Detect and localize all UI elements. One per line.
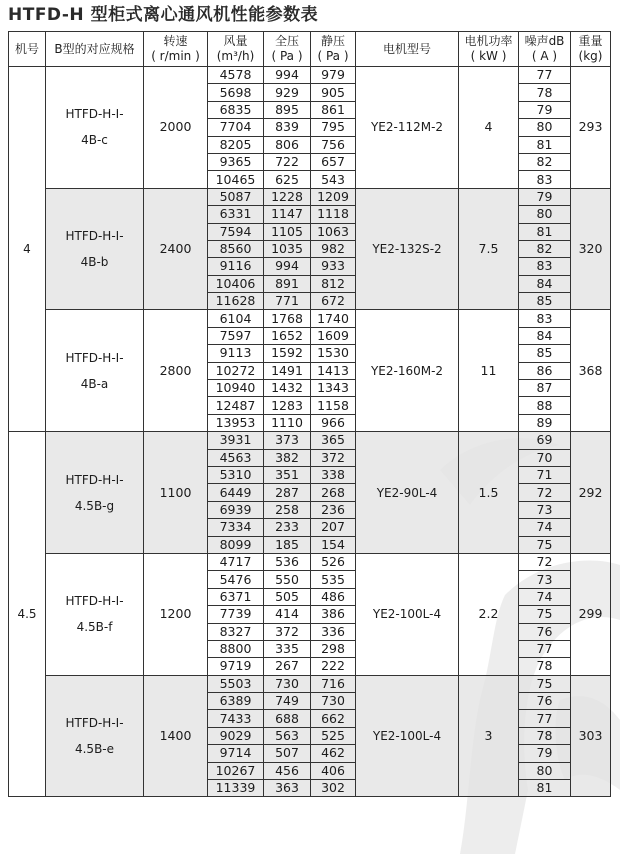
total-pressure-cell: 994 xyxy=(264,258,311,275)
total-pressure-cell: 688 xyxy=(264,710,311,727)
static-pressure-cell: 372 xyxy=(311,449,356,466)
spec-line-1: HTFD-H-I- xyxy=(65,229,124,244)
table-row xyxy=(9,553,611,570)
flow-cell: 5087 xyxy=(208,188,264,205)
spec-line-2: 4B-a xyxy=(80,376,109,391)
static-pressure-cell: 236 xyxy=(311,501,356,518)
noise-cell: 79 xyxy=(519,101,571,118)
header-noise: 噪声dB ( A ) xyxy=(519,32,571,67)
total-pressure-cell: 1432 xyxy=(264,380,311,397)
total-pressure-cell: 891 xyxy=(264,275,311,292)
total-pressure-cell: 233 xyxy=(264,519,311,536)
speed-cell: 1100 xyxy=(144,432,208,554)
flow-cell: 6389 xyxy=(208,693,264,710)
flow-cell: 9714 xyxy=(208,745,264,762)
spec-line-2: 4.5B-f xyxy=(76,620,113,635)
static-pressure-cell: 657 xyxy=(311,153,356,170)
noise-cell: 80 xyxy=(519,206,571,223)
static-pressure-cell: 365 xyxy=(311,432,356,449)
total-pressure-cell: 771 xyxy=(264,293,311,310)
total-pressure-cell: 1105 xyxy=(264,223,311,240)
spec-cell xyxy=(46,188,144,310)
flow-cell: 5476 xyxy=(208,571,264,588)
noise-cell: 76 xyxy=(519,693,571,710)
table-row xyxy=(9,675,611,692)
noise-cell: 84 xyxy=(519,275,571,292)
flow-cell: 7739 xyxy=(208,606,264,623)
table-row xyxy=(9,188,611,205)
noise-cell: 89 xyxy=(519,414,571,431)
spec-cell xyxy=(46,67,144,189)
total-pressure-cell: 267 xyxy=(264,658,311,675)
noise-cell: 72 xyxy=(519,553,571,570)
noise-cell: 86 xyxy=(519,362,571,379)
static-pressure-cell: 298 xyxy=(311,640,356,657)
weight-cell: 299 xyxy=(571,553,611,675)
power-cell: 4 xyxy=(459,67,519,189)
flow-cell: 3931 xyxy=(208,432,264,449)
spec-cell xyxy=(46,675,144,797)
motor-cell: YE2-112M-2 xyxy=(356,67,459,189)
noise-cell: 85 xyxy=(519,293,571,310)
total-pressure-cell: 722 xyxy=(264,153,311,170)
flow-cell: 11339 xyxy=(208,780,264,797)
noise-cell: 84 xyxy=(519,327,571,344)
flow-cell: 13953 xyxy=(208,414,264,431)
noise-cell: 73 xyxy=(519,501,571,518)
noise-cell: 87 xyxy=(519,380,571,397)
total-pressure-cell: 550 xyxy=(264,571,311,588)
flow-cell: 9029 xyxy=(208,727,264,744)
static-pressure-cell: 716 xyxy=(311,675,356,692)
static-pressure-cell: 1530 xyxy=(311,345,356,362)
total-pressure-cell: 505 xyxy=(264,588,311,605)
static-pressure-cell: 406 xyxy=(311,762,356,779)
power-cell: 1.5 xyxy=(459,432,519,554)
table-row xyxy=(9,67,611,84)
total-pressure-cell: 373 xyxy=(264,432,311,449)
total-pressure-cell: 372 xyxy=(264,623,311,640)
total-pressure-cell: 414 xyxy=(264,606,311,623)
noise-cell: 79 xyxy=(519,188,571,205)
static-pressure-cell: 979 xyxy=(311,67,356,84)
flow-cell: 6104 xyxy=(208,310,264,327)
static-pressure-cell: 756 xyxy=(311,136,356,153)
static-pressure-cell: 207 xyxy=(311,519,356,536)
header-jihao: 机号 xyxy=(9,32,46,67)
weight-cell: 368 xyxy=(571,310,611,432)
spec-line-2: 4.5B-g xyxy=(74,498,115,513)
motor-cell: YE2-100L-4 xyxy=(356,675,459,797)
static-pressure-cell: 730 xyxy=(311,693,356,710)
total-pressure-cell: 806 xyxy=(264,136,311,153)
noise-cell: 77 xyxy=(519,710,571,727)
noise-cell: 75 xyxy=(519,606,571,623)
noise-cell: 78 xyxy=(519,84,571,101)
machine-number-cell: 4 xyxy=(9,67,46,432)
header-weight: 重量 (kg) xyxy=(571,32,611,67)
noise-cell: 72 xyxy=(519,484,571,501)
noise-cell: 70 xyxy=(519,449,571,466)
noise-cell: 75 xyxy=(519,536,571,553)
flow-cell: 10406 xyxy=(208,275,264,292)
total-pressure-cell: 1491 xyxy=(264,362,311,379)
noise-cell: 77 xyxy=(519,640,571,657)
flow-cell: 8099 xyxy=(208,536,264,553)
total-pressure-cell: 351 xyxy=(264,466,311,483)
motor-cell: YE2-160M-2 xyxy=(356,310,459,432)
static-pressure-cell: 526 xyxy=(311,553,356,570)
flow-cell: 6331 xyxy=(208,206,264,223)
total-pressure-cell: 536 xyxy=(264,553,311,570)
total-pressure-cell: 382 xyxy=(264,449,311,466)
static-pressure-cell: 933 xyxy=(311,258,356,275)
spec-cell xyxy=(46,553,144,675)
static-pressure-cell: 795 xyxy=(311,119,356,136)
flow-cell: 5503 xyxy=(208,675,264,692)
flow-cell: 11628 xyxy=(208,293,264,310)
noise-cell: 79 xyxy=(519,745,571,762)
header-motor: 电机型号 xyxy=(356,32,459,67)
static-pressure-cell: 486 xyxy=(311,588,356,605)
header-flow: 风量 (m³/h) xyxy=(208,32,264,67)
noise-cell: 83 xyxy=(519,258,571,275)
flow-cell: 7594 xyxy=(208,223,264,240)
total-pressure-cell: 363 xyxy=(264,780,311,797)
noise-cell: 82 xyxy=(519,240,571,257)
flow-cell: 12487 xyxy=(208,397,264,414)
static-pressure-cell: 336 xyxy=(311,623,356,640)
header-total-pressure: 全压 ( Pa ) xyxy=(264,32,311,67)
total-pressure-cell: 1147 xyxy=(264,206,311,223)
noise-cell: 88 xyxy=(519,397,571,414)
spec-line-1: HTFD-H-I- xyxy=(65,472,124,487)
noise-cell: 77 xyxy=(519,67,571,84)
total-pressure-cell: 1110 xyxy=(264,414,311,431)
spec-cell xyxy=(46,432,144,554)
static-pressure-cell: 905 xyxy=(311,84,356,101)
static-pressure-cell: 222 xyxy=(311,658,356,675)
weight-cell: 303 xyxy=(571,675,611,797)
static-pressure-cell: 268 xyxy=(311,484,356,501)
noise-cell: 73 xyxy=(519,571,571,588)
noise-cell: 80 xyxy=(519,119,571,136)
flow-cell: 7704 xyxy=(208,119,264,136)
performance-table-container xyxy=(8,31,611,797)
flow-cell: 10940 xyxy=(208,380,264,397)
flow-cell: 10465 xyxy=(208,171,264,188)
total-pressure-cell: 1768 xyxy=(264,310,311,327)
weight-cell: 320 xyxy=(571,188,611,310)
flow-cell: 9719 xyxy=(208,658,264,675)
total-pressure-cell: 839 xyxy=(264,119,311,136)
total-pressure-cell: 895 xyxy=(264,101,311,118)
noise-cell: 83 xyxy=(519,310,571,327)
total-pressure-cell: 730 xyxy=(264,675,311,692)
speed-cell: 2400 xyxy=(144,188,208,310)
static-pressure-cell: 812 xyxy=(311,275,356,292)
weight-cell: 292 xyxy=(571,432,611,554)
power-cell: 2.2 xyxy=(459,553,519,675)
total-pressure-cell: 749 xyxy=(264,693,311,710)
speed-cell: 2800 xyxy=(144,310,208,432)
spec-line-1: HTFD-H-I- xyxy=(65,107,124,122)
noise-cell: 82 xyxy=(519,153,571,170)
noise-cell: 75 xyxy=(519,675,571,692)
total-pressure-cell: 185 xyxy=(264,536,311,553)
spec-line-1: HTFD-H-I- xyxy=(65,716,124,731)
motor-cell: YE2-100L-4 xyxy=(356,553,459,675)
noise-cell: 71 xyxy=(519,466,571,483)
static-pressure-cell: 1740 xyxy=(311,310,356,327)
static-pressure-cell: 861 xyxy=(311,101,356,118)
spec-line-2: 4B-c xyxy=(81,133,108,148)
power-cell: 11 xyxy=(459,310,519,432)
performance-table xyxy=(8,31,611,797)
flow-cell: 9365 xyxy=(208,153,264,170)
flow-cell: 4578 xyxy=(208,67,264,84)
noise-cell: 74 xyxy=(519,519,571,536)
static-pressure-cell: 966 xyxy=(311,414,356,431)
header-spec: B型的对应规格 xyxy=(46,32,144,67)
table-row xyxy=(9,310,611,327)
motor-cell: YE2-132S-2 xyxy=(356,188,459,310)
static-pressure-cell: 543 xyxy=(311,171,356,188)
total-pressure-cell: 1652 xyxy=(264,327,311,344)
total-pressure-cell: 456 xyxy=(264,762,311,779)
static-pressure-cell: 462 xyxy=(311,745,356,762)
speed-cell: 1400 xyxy=(144,675,208,797)
static-pressure-cell: 386 xyxy=(311,606,356,623)
flow-cell: 8560 xyxy=(208,240,264,257)
static-pressure-cell: 1118 xyxy=(311,206,356,223)
total-pressure-cell: 625 xyxy=(264,171,311,188)
flow-cell: 4717 xyxy=(208,553,264,570)
speed-cell: 2000 xyxy=(144,67,208,189)
power-cell: 3 xyxy=(459,675,519,797)
flow-cell: 8327 xyxy=(208,623,264,640)
flow-cell: 10272 xyxy=(208,362,264,379)
total-pressure-cell: 929 xyxy=(264,84,311,101)
static-pressure-cell: 1209 xyxy=(311,188,356,205)
total-pressure-cell: 563 xyxy=(264,727,311,744)
flow-cell: 6371 xyxy=(208,588,264,605)
power-cell: 7.5 xyxy=(459,188,519,310)
static-pressure-cell: 672 xyxy=(311,293,356,310)
flow-cell: 8205 xyxy=(208,136,264,153)
static-pressure-cell: 982 xyxy=(311,240,356,257)
header-static-pressure: 静压 ( Pa ) xyxy=(311,32,356,67)
page-title: HTFD-H 型柜式离心通风机性能参数表 xyxy=(8,5,319,25)
flow-cell: 9116 xyxy=(208,258,264,275)
noise-cell: 81 xyxy=(519,780,571,797)
spec-line-1: HTFD-H-I- xyxy=(65,594,124,609)
total-pressure-cell: 1283 xyxy=(264,397,311,414)
spec-line-1: HTFD-H-I- xyxy=(65,350,124,365)
header-power: 电机功率 ( kW ) xyxy=(459,32,519,67)
table-body xyxy=(9,67,611,797)
total-pressure-cell: 1592 xyxy=(264,345,311,362)
flow-cell: 7334 xyxy=(208,519,264,536)
static-pressure-cell: 525 xyxy=(311,727,356,744)
flow-cell: 6939 xyxy=(208,501,264,518)
static-pressure-cell: 1609 xyxy=(311,327,356,344)
noise-cell: 78 xyxy=(519,658,571,675)
total-pressure-cell: 994 xyxy=(264,67,311,84)
static-pressure-cell: 302 xyxy=(311,780,356,797)
machine-number-cell: 4.5 xyxy=(9,432,46,797)
total-pressure-cell: 1228 xyxy=(264,188,311,205)
header-speed: 转速 ( r/min ) xyxy=(144,32,208,67)
static-pressure-cell: 1158 xyxy=(311,397,356,414)
noise-cell: 76 xyxy=(519,623,571,640)
table-row xyxy=(9,432,611,449)
noise-cell: 83 xyxy=(519,171,571,188)
static-pressure-cell: 1063 xyxy=(311,223,356,240)
static-pressure-cell: 662 xyxy=(311,710,356,727)
noise-cell: 69 xyxy=(519,432,571,449)
spec-line-2: 4.5B-e xyxy=(74,742,115,757)
flow-cell: 5310 xyxy=(208,466,264,483)
noise-cell: 80 xyxy=(519,762,571,779)
flow-cell: 6449 xyxy=(208,484,264,501)
header-row xyxy=(9,32,611,67)
weight-cell: 293 xyxy=(571,67,611,189)
static-pressure-cell: 535 xyxy=(311,571,356,588)
total-pressure-cell: 287 xyxy=(264,484,311,501)
flow-cell: 4563 xyxy=(208,449,264,466)
flow-cell: 6835 xyxy=(208,101,264,118)
flow-cell: 9113 xyxy=(208,345,264,362)
spec-cell xyxy=(46,310,144,432)
flow-cell: 7597 xyxy=(208,327,264,344)
noise-cell: 78 xyxy=(519,727,571,744)
flow-cell: 7433 xyxy=(208,710,264,727)
motor-cell: YE2-90L-4 xyxy=(356,432,459,554)
flow-cell: 10267 xyxy=(208,762,264,779)
noise-cell: 81 xyxy=(519,136,571,153)
noise-cell: 74 xyxy=(519,588,571,605)
speed-cell: 1200 xyxy=(144,553,208,675)
static-pressure-cell: 1413 xyxy=(311,362,356,379)
static-pressure-cell: 154 xyxy=(311,536,356,553)
total-pressure-cell: 1035 xyxy=(264,240,311,257)
total-pressure-cell: 335 xyxy=(264,640,311,657)
static-pressure-cell: 338 xyxy=(311,466,356,483)
total-pressure-cell: 258 xyxy=(264,501,311,518)
flow-cell: 5698 xyxy=(208,84,264,101)
spec-line-2: 4B-b xyxy=(80,255,109,270)
total-pressure-cell: 507 xyxy=(264,745,311,762)
flow-cell: 8800 xyxy=(208,640,264,657)
static-pressure-cell: 1343 xyxy=(311,380,356,397)
noise-cell: 85 xyxy=(519,345,571,362)
noise-cell: 81 xyxy=(519,223,571,240)
